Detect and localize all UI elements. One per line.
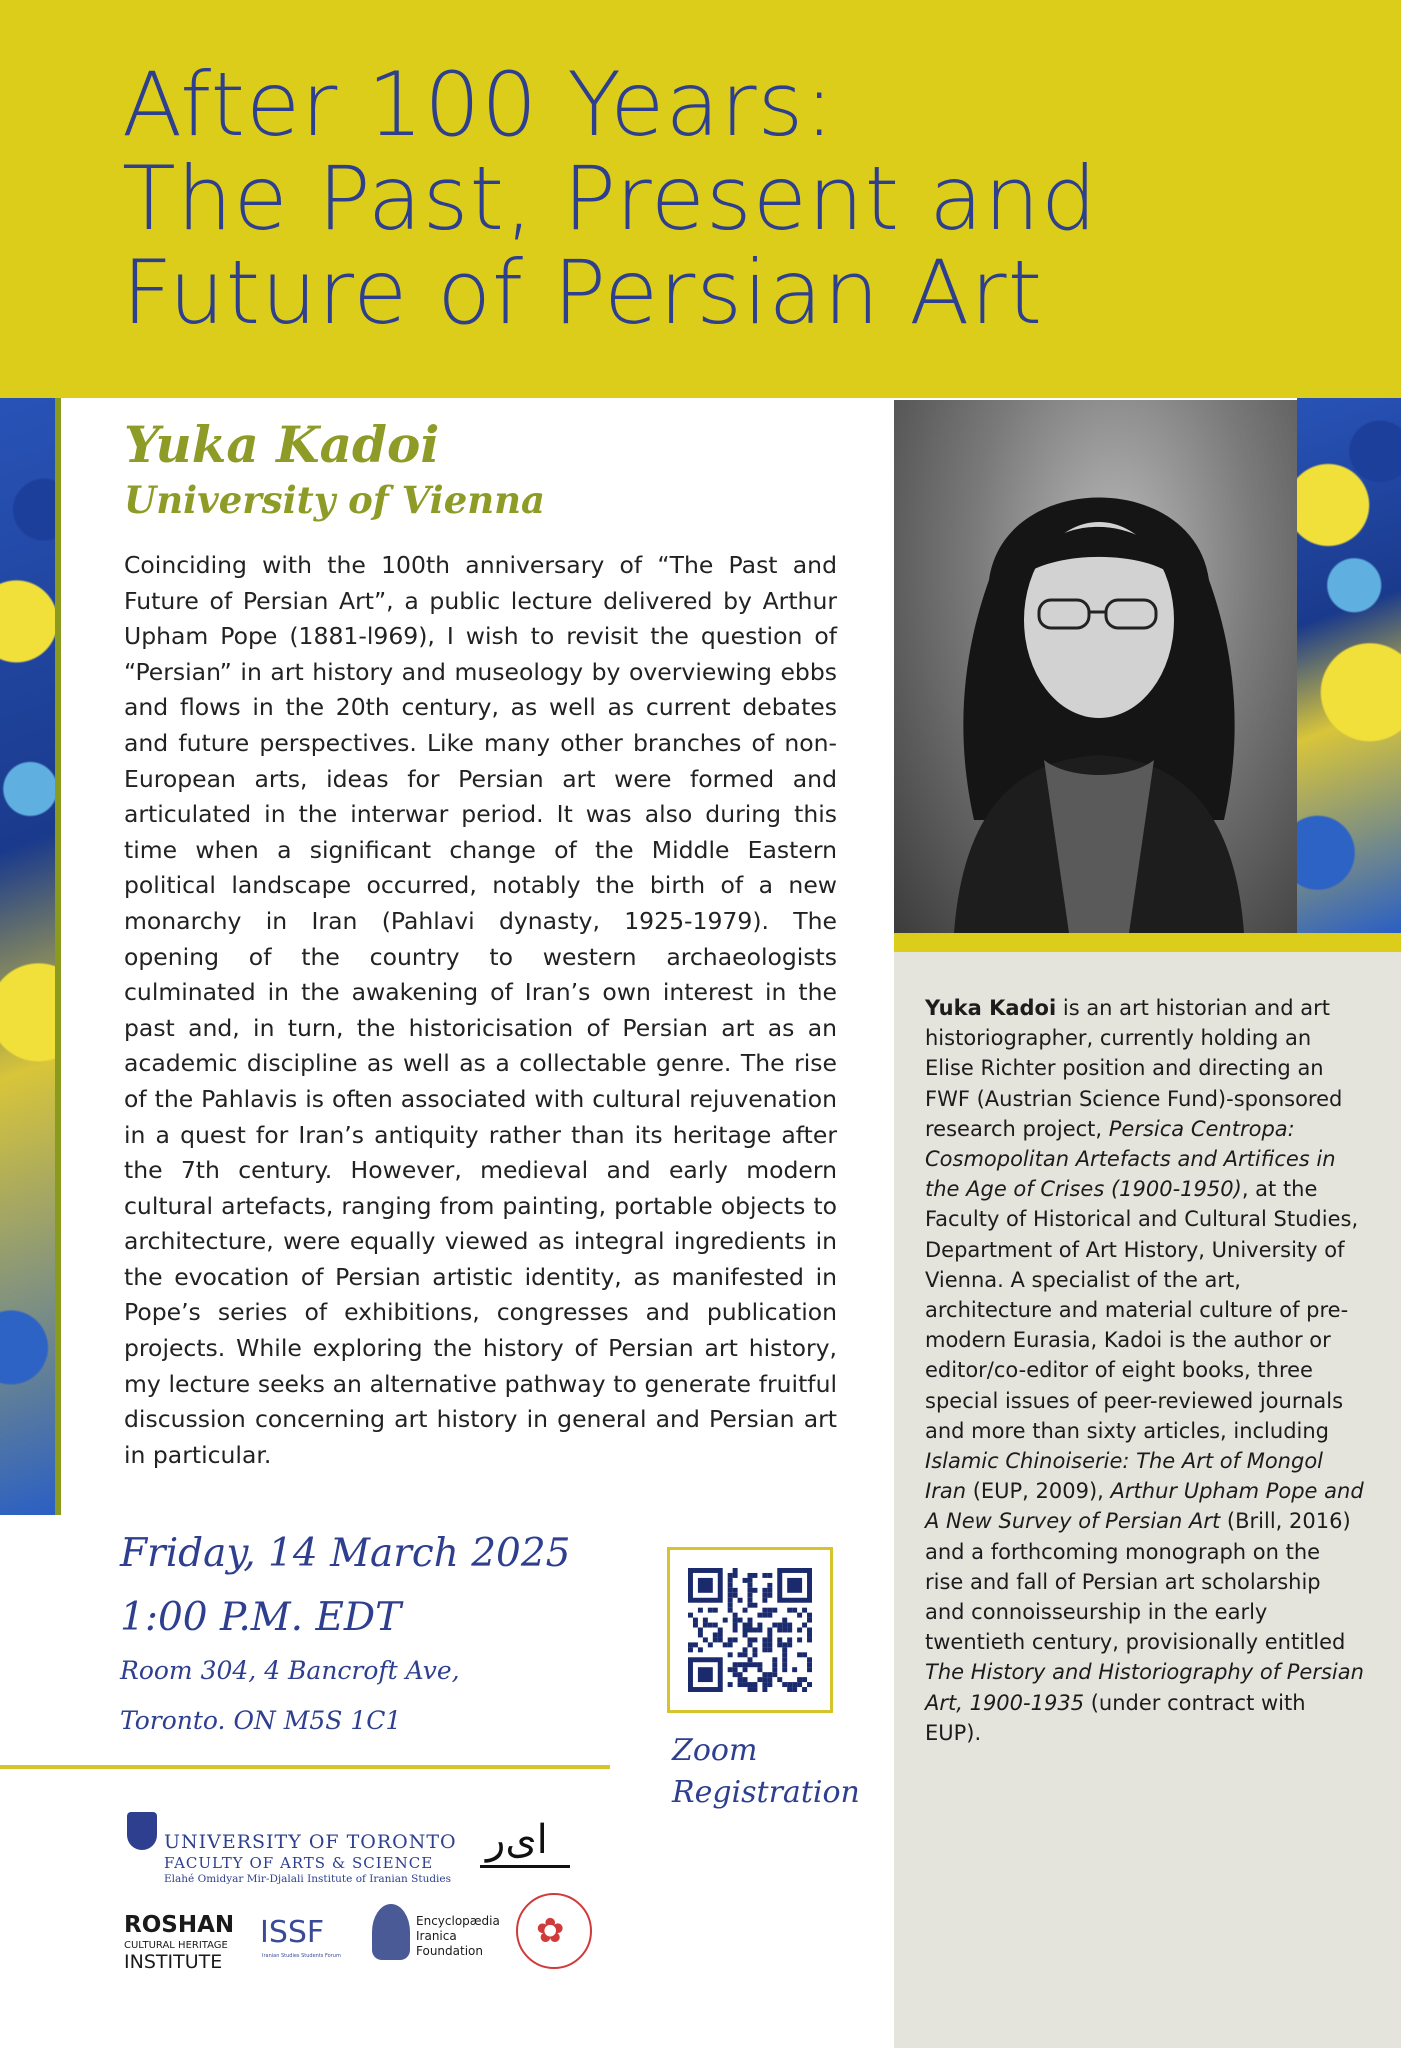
eif-logo-line-3: Foundation <box>416 1944 483 1958</box>
roshan-logo-institute: INSTITUTE <box>124 1951 223 1973</box>
title-line-1: After 100 Years: <box>122 53 836 156</box>
title-line-2: The Past, Present and <box>122 147 1098 250</box>
portrait-icon <box>894 400 1297 933</box>
zoom-registration-link[interactable] <box>672 1730 860 1814</box>
bio-project: Persica Centropa: Cosmopolitan Artefacts and Artifices in the Age of Crises (1900-1950) <box>925 1116 1336 1202</box>
speaker-affiliation: University of Vienna <box>124 478 546 522</box>
decorative-tile-right <box>1297 398 1401 933</box>
decorative-tile-left <box>0 398 55 1515</box>
csips-logo <box>516 1893 592 1969</box>
event-room: Room 304, 4 Bancroft Ave, <box>120 1656 460 1685</box>
bio-name: Yuka Kadoi <box>925 996 1057 1020</box>
qr-code[interactable] <box>667 1547 833 1713</box>
bio-text: is an art historian and art historiographer, currently holding an Elise Richter position and directing an FWF (Austrian Science Fund)-sponsored research project, <box>925 996 1343 1141</box>
roshan-logo: ROSHAN <box>124 1912 235 1938</box>
roshan-logo-sub: CULTURAL HERITAGE <box>124 1940 228 1951</box>
uoft-crest-icon <box>127 1812 157 1850</box>
bio-book: Islamic Chinoiserie: The Art of Mongol Iran <box>925 1449 1323 1504</box>
bio-book: Arthur Upham Pope and A New Survey of Persian Art <box>925 1479 1364 1534</box>
zoom-label-line-2: Registration <box>672 1775 860 1810</box>
bio-book: The History and Historiography of Persian Art, 1900-1935 <box>925 1660 1364 1715</box>
iran-namag-icon: ا‌ی‌ر <box>486 1817 548 1863</box>
divider <box>0 1765 610 1769</box>
bio-text: (Brill, 2016) and a forthcoming monograph on the rise and fall of Persian art scholarship and connoisseurship in the early twentieth century, provisionally entitled <box>925 1509 1351 1655</box>
eif-emblem-icon <box>372 1904 410 1960</box>
uoft-logo-name: UNIVERSITY OF TORONTO <box>164 1831 457 1853</box>
issf-logo-sub: Iranian Studies Students Forum <box>262 1953 341 1959</box>
bio-text: , at the Faculty of Historical and Cultural Studies, Department of Art History, University of Vienna. A specialist of the art, architecture and material culture of pre-modern Eurasia, Kadoi is the author or editor/co-editor of eight books, three special issues of peer-reviewed journals and more than sixty articles, including <box>925 1177 1359 1443</box>
qr-code-icon <box>688 1568 812 1692</box>
page-title <box>122 53 1382 344</box>
eif-logo-line-1: Encyclopædia <box>416 1914 500 1928</box>
title-line-3: Future of Persian Art <box>122 241 1044 344</box>
event-time: 1:00 P.M. EDT <box>120 1595 402 1640</box>
maple-leaf-icon: ✿ <box>536 1911 565 1951</box>
event-city: Toronto. ON M5S 1C1 <box>120 1706 402 1735</box>
bio-text: (under contract with EUP). <box>925 1690 1306 1745</box>
uoft-logo-faculty: FACULTY OF ARTS & SCIENCE <box>164 1854 434 1872</box>
lecture-abstract: Coinciding with the 100th anniversary of “The Past and Future of Persian Art”, a public lecture delivered by Arthur Upham Pope (1881-l969), I wish to revisit the question of “Persian” in art history and museology by overviewing ebbs and flows in the 20th century, as well as current debates and future perspectives. Like many other branches of non-European arts, ideas for Persian art were formed and articulated in the interwar period. It was also during this time when a significant change of the Middle Eastern political landscape occurred, notably the birth of a new monarchy in Iran (Pahlavi dynasty, 1925-1979). The opening of the country to western archaeologists culminated in the awakening of Iran’s own interest in the past and, in turn, the historicisation of Persian art as an academic discipline as well as a collectable genre. The rise of the Pahlavis is often associated with cultural rejuvenation in a quest for Iran’s antiquity rather than its heritage after the 7th century. However, medieval and early modern cultural artefacts, ranging from painting, portable objects to architecture, were equally viewed as integral ingredients in the evocation of Persian artistic identity, as manifested in Pope’s series of exhibitions, congresses and publication projects. While exploring the history of Persian art history, my lecture seeks an alternative pathway to generate fruitful discussion concerning art history in general and Persian art in particular. <box>124 551 837 1469</box>
tile-edge-strip <box>55 398 61 1515</box>
speaker-photo <box>894 400 1297 933</box>
eif-logo-line-2: Iranica <box>416 1929 457 1943</box>
issf-logo: ISSF <box>260 1915 325 1950</box>
speaker-name: Yuka Kadoi <box>124 415 440 474</box>
bio-text: (EUP, 2009), <box>966 1479 1111 1504</box>
bio-strip <box>894 933 1401 952</box>
uoft-logo-institute: Elahé Omidyar Mir-Djalali Institute of Iranian Studies <box>164 1873 452 1885</box>
speaker-bio <box>925 993 1365 1748</box>
iran-namag-logo <box>480 1815 570 1868</box>
event-date: Friday, 14 March 2025 <box>120 1531 571 1576</box>
zoom-label-line-1: Zoom <box>672 1733 758 1768</box>
